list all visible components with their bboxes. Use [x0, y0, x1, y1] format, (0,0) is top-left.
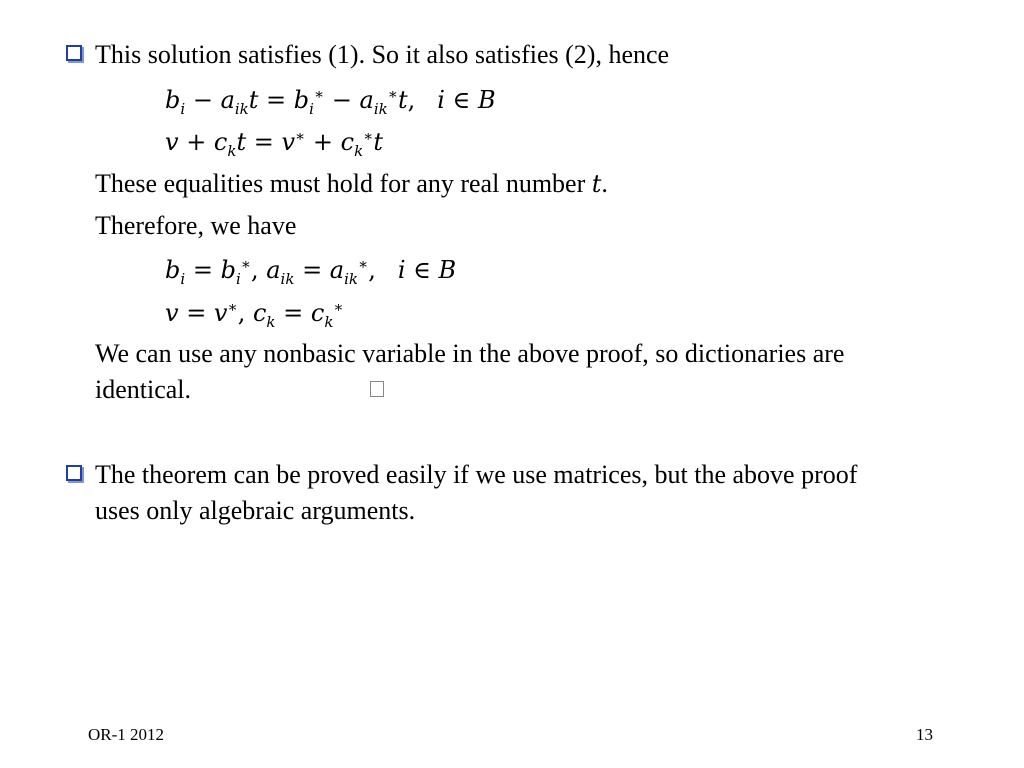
bullet1-intro: This solution satisfies (1). So it also satisfies (2), hence	[95, 40, 670, 69]
equalities-statement: These equalities must hold for any real number t.	[95, 169, 608, 198]
footer-course-label: OR-1 2012	[88, 725, 165, 744]
conclusion-line-1: We can use any nonbasic variable in the above proof, so dictionaries are	[95, 339, 845, 368]
equation-1: $b_i - a_{ik}t = b_i^∗ - a_{ik}^∗t$, i ∈ B	[165, 85, 496, 118]
bullet-marker	[66, 45, 82, 61]
equation-3-index-set: i ∈ B	[397, 256, 457, 284]
conclusion-line-2: identical.	[95, 375, 192, 404]
equation-4: v = v∗, $c_k = c_k^∗$	[165, 298, 344, 331]
equalities-variable: t	[591, 170, 602, 198]
equalities-text: These equalities must hold for any real number	[95, 169, 586, 198]
footer-page-number: 13	[916, 725, 933, 744]
equation-1-index-set: i ∈ B	[437, 86, 496, 114]
equation-2: $v + c_kt = v^∗ + c_k^∗t$	[165, 127, 384, 160]
equation-3: $b_i = b_i^∗$, $a_{ik} = a_{ik}^∗$, i ∈ B	[165, 255, 457, 288]
therefore-text: Therefore, we have	[95, 211, 297, 240]
bullet2-line-1: The theorem can be proved easily if we use matrices, but the above proof	[95, 460, 858, 489]
bullet2-line-2: uses only algebraic arguments.	[95, 496, 416, 525]
bullet-marker	[66, 465, 82, 481]
qed-box-icon	[370, 381, 384, 397]
